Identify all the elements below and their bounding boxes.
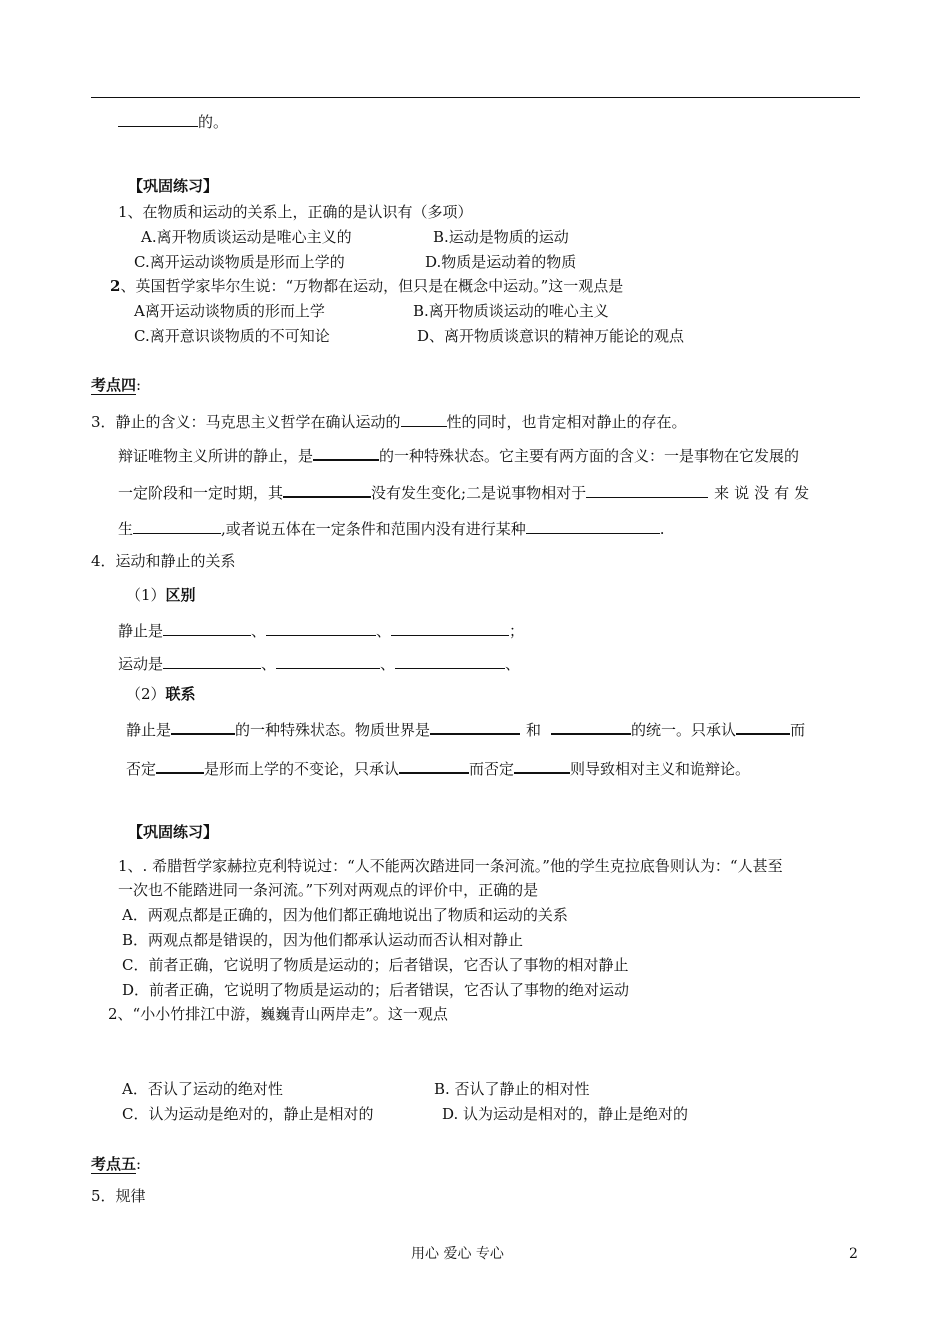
k4-line-4: 辩证唯物主义所讲的静止，是 的一种特殊状态。它主要有两方面的含义：一是事物在它发展的: [118, 444, 799, 466]
section-title-4: 考点四:: [91, 376, 142, 394]
p1-q2-a: A离开运动谈物质的形而上学: [134, 302, 325, 320]
p2-q2-a: A．否认了运动的绝对性: [122, 1080, 283, 1098]
k4-line-6: 生 ,或者说五体在一定条件和范围内没有进行某种 .: [118, 520, 665, 538]
k4-connection: （2）联系: [126, 685, 196, 703]
p2-q2-c: C．认为运动是绝对的，静止是相对的: [122, 1105, 374, 1123]
p2-q1-c: C．前者正确，它说明了物质是运动的；后者错误，它否认了事物的相对静止: [122, 956, 629, 974]
page-number: 2: [849, 1246, 858, 1262]
k5-line-5: 5．规律: [91, 1187, 146, 1205]
p2-q1-d: D．前者正确，它说明了物质是运动的；后者错误，它否认了事物的绝对运动: [122, 981, 630, 999]
section-title-5: 考点五:: [91, 1155, 142, 1173]
p2-q1-b: B．两观点都是错误的，因为他们都承认运动而否认相对静止: [122, 931, 524, 949]
carryover-line: 的。: [118, 111, 228, 132]
p2-q2-d: D. 认为运动是相对的，静止是绝对的: [442, 1105, 689, 1123]
p2-q2-b: B. 否认了静止的相对性: [434, 1080, 590, 1098]
k4-line-7: 4．运动和静止的关系: [91, 552, 236, 570]
header-rule: [91, 97, 860, 98]
p1-q1-b: B.运动是物质的运动: [433, 228, 569, 246]
p2-q1-line1: 1、. 希腊哲学家赫拉克利特说过：“人不能两次踏进同一条河流。”他的学生克拉底鲁则认为：“人甚至: [118, 857, 783, 875]
p1-q1-c: C.离开运动谈物质是形而上学的: [134, 253, 345, 271]
k4-line-13: 否定 是形而上学的不变论，只承认 而否定 则导致相对主义和诡辩论。: [126, 757, 750, 779]
p2-q1-line2: 一次也不能踏进同一条河流。”下列对两观点的评价中，正确的是: [118, 881, 539, 899]
p1-q1-d: D.物质是运动着的物质: [425, 253, 577, 271]
p1-q1-a: A.离开物质谈运动是唯心主义的: [141, 228, 352, 246]
p1-q2: 2、英国哲学家毕尔生说：“万物都在运动，但只是在概念中运动。”这一观点是: [110, 277, 624, 295]
p2-q1-a: A．两观点都是正确的，因为他们都正确地说出了物质和运动的关系: [122, 906, 568, 924]
p1-q2-d: D、离开物质谈意识的精神万能论的观点: [417, 327, 685, 345]
p1-q2-c: C.离开意识谈物质的不可知论: [134, 327, 330, 345]
p2-q2: 2、“小小竹排江中游，巍巍青山两岸走”。这一观点: [108, 1005, 448, 1023]
k4-motion-is: 运动是 、 、 、: [118, 655, 521, 673]
k4-line-3: 3．静止的含义：马克思主义哲学在确认运动的 性的同时，也肯定相对静止的存在。: [91, 413, 687, 431]
k4-distinction: （1）区别: [126, 586, 196, 604]
k4-line-5: 一定阶段和一定时期，其 没有发生变化;二是说事物相对于 来说没有发: [118, 481, 814, 503]
practice-heading-1: 【巩固练习】: [128, 177, 219, 195]
footer-motto: 用心 爱心 专心: [411, 1246, 504, 1262]
practice-heading-2: 【巩固练习】: [128, 823, 219, 841]
p1-q1: 1、在物质和运动的关系上，正确的是认识有（多项）: [118, 203, 473, 221]
k4-rest-is: 静止是 、 、 ；: [118, 622, 525, 640]
k4-line-12: 静止是 的一种特殊状态。物质世界是 和 的统一。只承认 而: [126, 718, 805, 740]
p1-q2-b: B.离开物质谈运动的唯心主义: [413, 302, 609, 320]
